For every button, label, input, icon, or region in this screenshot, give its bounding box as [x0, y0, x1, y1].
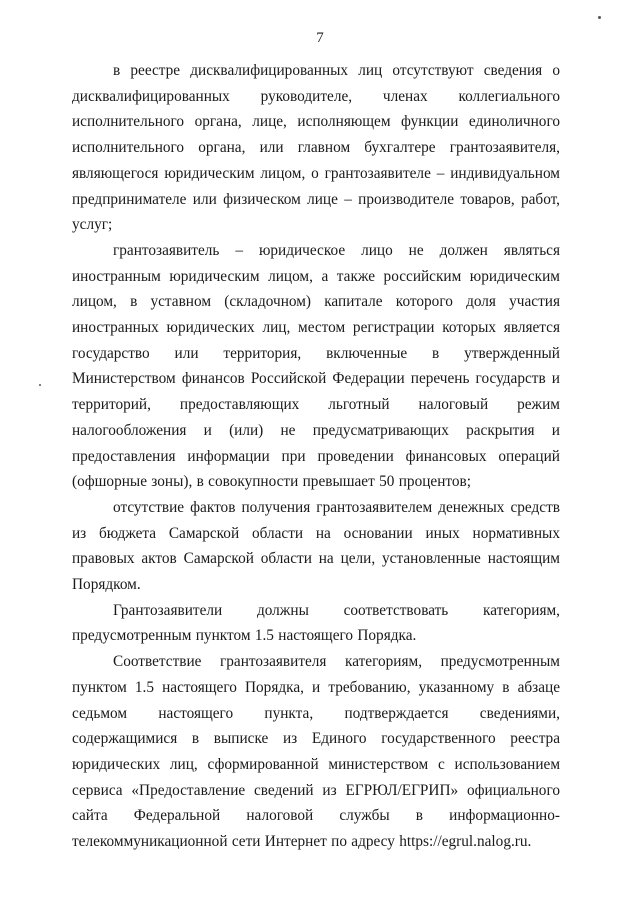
paragraph-foreign-entity: грантозаявитель – юридическое лицо не должен являться иностранным юридическим лицом, а также российским юридическим лицом, в уставном (складочном) капитале которого доля участия иностранных юридических лиц, местом регистрации которых является государство или территория, включенные в утвержденный Министерством финансов Российской Федерации перечень государств и территорий, предоставляющих льготный налоговый режим налогообложения и (или) не предусматривающих раскрытия и предоставления информации при проведении финансовых операций (офшорные зоны), в совокупности превышает 50 процентов;: [72, 241, 560, 491]
scan-speck: [39, 384, 41, 386]
paragraph-compliance-verification: Соответствие грантозаявителя категориям, предусмотренным пунктом 1.5 настоящего Порядка, и требованию, указанному в абзаце седьмом настоящего пункта, подтверждается сведениями, содержащимися в выписке из Единого государственного реестра юридических лиц, сформированной министерством с использованием сервиса «Предоставление сведений из ЕГРЮЛ/ЕГРИП» официального сайта Федеральной налоговой службы в информационно-телекоммуникационной сети Интернет по адресу https://egrul.nalog.ru.: [72, 653, 560, 851]
document-body: [72, 58, 560, 855]
paragraph-categories: Грантозаявители должны соответствовать категориям, предусмотренным пунктом 1.5 настоящего Порядка.: [72, 601, 560, 645]
scan-speck: [598, 16, 601, 19]
page-number: 7: [316, 30, 324, 46]
paragraph-no-budget-funds: отсутствие фактов получения грантозаявителем денежных средств из бюджета Самарской области на основании иных нормативных правовых актов Самарской области на цели, установленные настоящим Порядком.: [72, 498, 560, 594]
paragraph-disqualified-registry: в реестре дисквалифицированных лиц отсутствуют сведения о дисквалифицированных руководителе, членах коллегиального исполнительного органа, лице, исполняющем функции единоличного исполнительного органа, или главном бухгалтере грантозаявителя, являющегося юридическим лицом, о грантозаявителе – индивидуальном предпринимателе или физическом лице – производителе товаров, работ, услуг;: [72, 62, 560, 234]
